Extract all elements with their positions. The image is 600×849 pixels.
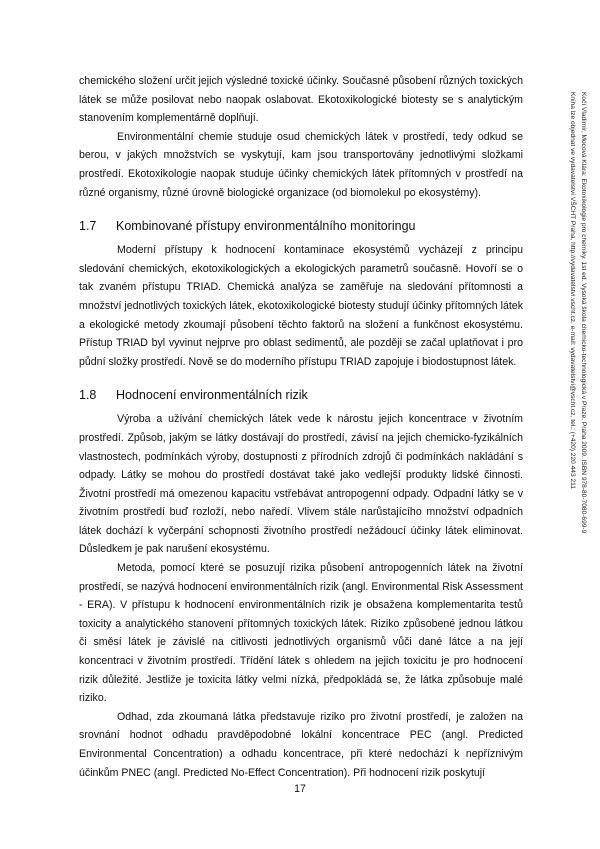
citation-side-note <box>555 92 589 592</box>
page-number: 17 <box>294 783 306 795</box>
section-title: Kombinované přístupy environmentálního monitoringu <box>116 219 416 234</box>
body-paragraph: Výroba a užívání chemických látek vede k nárostu jejich koncentrace v životním prostředí. Způsob, jakým se látky dostávají do prostředí, závisí na jejich chemicko-fyzikálních vlastnostech, podmínkách výroby, dostupnosti z přírodních zdrojů či podmínkách nakládání s odpady. Látky se mohou do prostředí dostávat také jako vedlejší produkty lidské činnosti. Životní prostředí má omezenou kapacitu vstřebávat antropogenní odpady. Odpadní látky se v životním prostředí buď rozloží, nebo naředí. Vlivem stále narůstajícího množství odpadních látek dochází k vyčerpání schopnosti životního prostředí nežádoucí účinky látek eliminovat. Důsledkem je pak narušení ekosystému. <box>79 413 523 556</box>
page-body <box>79 72 523 782</box>
section-title: Hodnocení environmentálních rizik <box>116 388 308 403</box>
section-number: 1.7 <box>79 219 97 234</box>
citation-line: Kočí Vladimír, Mocová Klára: Ekotoxikologie pro chemiky. 1st ed. Vysoká škola chemicko-technologická v Praze, Praha 2009. ISBN 978-80-7080-699-9 <box>580 92 587 534</box>
section-heading <box>79 386 523 404</box>
order-info-line: Kniha lze objednat ve vydavatelství VŠCHT Praha, http://vydavatelstvi.vscht.cz, e-mail: vydavatelstvi@vscht.cz, tel.: (+420) 220 443 211 <box>569 92 576 489</box>
section-number: 1.8 <box>79 388 97 403</box>
body-paragraph: Metoda, pomocí které se posuzují rizika působení antropogenních látek na životní prostředí, se nazývá hodnocení environmentálních rizik (angl. Environmental Risk Assessment - ERA). V přístupu k hodnocení environmentálních rizik je obsažena komplementarita testů toxicity a analytického stanovení přítomných toxických látek. Riziko způsobené jednou látkou či směsí látek je závislé na citlivosti jednotlivých organismů vůči dané látce a na její koncentraci v životním prostředí. Třídění látek s ohledem na jejich toxicitu je pro hodnocení rizik důležité. Jestliže je toxicita látky velmi nízká, předpokládá se, že látka způsobuje malé riziko. <box>79 562 523 705</box>
section-heading <box>79 217 523 235</box>
body-paragraph: chemického složení určit jejich výsledné toxické účinky. Současné působení různých toxických látek se může posilovat nebo naopak oslabovat. Ekotoxikologické biotesty se s analytickým stanovením komplementárně doplňují. <box>79 75 523 125</box>
body-paragraph: Moderní přístupy k hodnocení kontaminace ekosystémů vycházejí z principu sledování chemických, ekotoxikologických a ekologických parametrů současně. Hovoří se o tak zvaném přístupu TRIAD. Chemická analýza se zaměřuje na sledování přítomnosti a množství jednotlivých toxických látek, ekotoxikologické biotesty studují účinky přítomných látek a ekologické metody zkoumají působení těchto faktorů na složení a funkčnost ekosystému. Přístup TRIAD byl vyvinut nejprve pro oblast sedimentů, ale později se začal uplatňovat i pro půdní složky prostředí. Nově se do moderního přístupu TRIAD zapojuje i biodostupnost látek. <box>79 244 523 368</box>
body-paragraph: Environmentální chemie studuje osud chemických látek v prostředí, tedy odkud se berou, v jakých množstvích se vyskytují, kam jsou transportovány jednotlivými složkami prostředí. Ekotoxikologie naopak studuje účinky chemických látek přítomných v prostředí na různé organismy, různé úrovně biologické organizace (od biomolekul po ekosystémy). <box>79 130 523 199</box>
body-paragraph: Odhad, zda zkoumaná látka představuje riziko pro životní prostředí, je založen na srovnání hodnot odhadu pravděpodobné lokální koncentrace PEC (angl. Predicted Environmental Concentration) a odhadu koncentrace, při které nedochází k nepříznivým účinkům PNEC (angl. Predicted No-Effect Concentration). Při hodnocení rizik poskytují <box>79 710 523 779</box>
